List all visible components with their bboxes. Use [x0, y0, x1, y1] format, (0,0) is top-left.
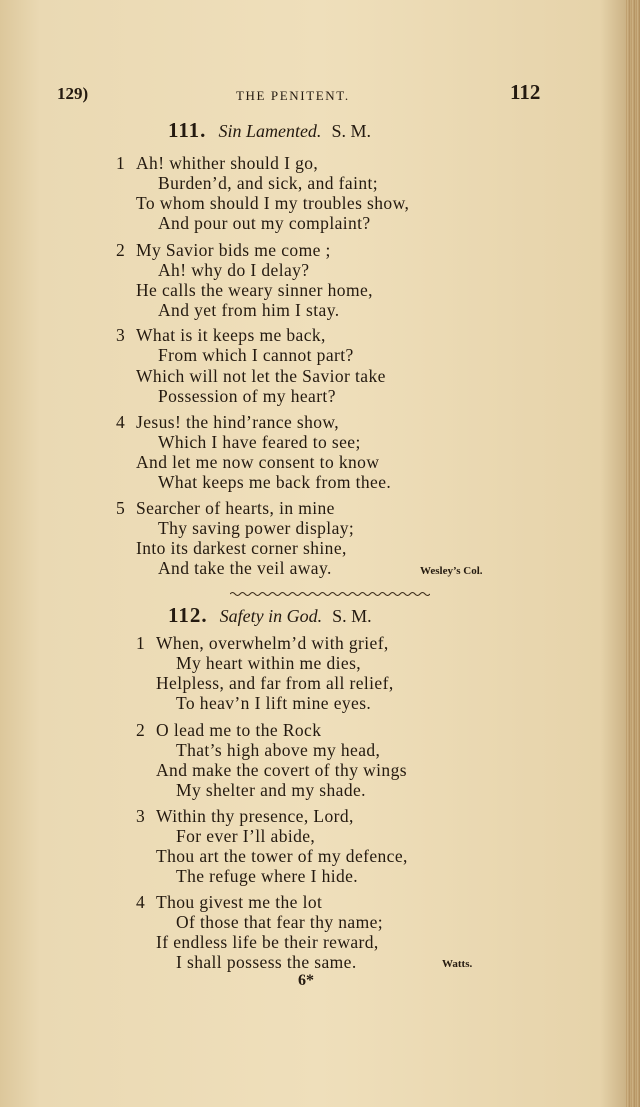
- hymn-attribution: Watts.: [442, 958, 473, 970]
- verse-line: And make the covert of thy wings: [156, 760, 407, 780]
- verse-line: Burden’d, and sick, and faint;: [158, 173, 379, 193]
- verse-line: For ever I’ll abide,: [176, 826, 316, 846]
- verse-line: And let me now consent to know: [136, 452, 380, 472]
- verse-number: 1: [136, 633, 145, 653]
- verse-line: And pour out my complaint?: [158, 213, 371, 233]
- verse-line: Ah! whither should I go,: [136, 153, 319, 173]
- verse-number: 2: [136, 720, 145, 740]
- verse-line: The refuge where I hide.: [176, 866, 359, 886]
- hymn-number: 111.: [168, 118, 207, 142]
- verse-line: That’s high above my head,: [176, 740, 381, 760]
- hymn-number: 112.: [168, 603, 208, 627]
- section-divider: [230, 591, 430, 597]
- hymn-name: Safety in God.: [219, 606, 323, 626]
- hymn-meter: S. M.: [331, 121, 371, 141]
- verse-line: My shelter and my shade.: [176, 780, 366, 800]
- verse-line: From which I cannot part?: [158, 345, 354, 365]
- signature-mark: 6*: [298, 972, 314, 989]
- verse-number: 5: [116, 498, 125, 518]
- verse-line: O lead me to the Rock: [156, 720, 322, 740]
- page-edge: [626, 0, 640, 1107]
- verse-line: Of those that fear thy name;: [176, 912, 384, 932]
- verse-number: 4: [116, 412, 125, 432]
- previous-page-ref: 129): [57, 84, 89, 103]
- verse-line: Thou art the tower of my defence,: [156, 846, 408, 866]
- verse-line: My Savior bids me come ;: [136, 240, 331, 260]
- verse-line: Jesus! the hind’rance show,: [136, 412, 340, 432]
- hymn-name: Sin Lamented.: [218, 121, 322, 141]
- verse-line: What is it keeps me back,: [136, 325, 326, 345]
- verse-number: 2: [116, 240, 125, 260]
- hymn-attribution: Wesley’s Col.: [420, 565, 483, 577]
- verse-line: Which will not let the Savior take: [136, 366, 386, 386]
- hymn-111-title: [168, 118, 371, 143]
- running-title: THE PENITENT.: [236, 88, 350, 103]
- hymn-meter: S. M.: [332, 606, 372, 626]
- verse-line: If endless life be their reward,: [156, 932, 379, 952]
- verse-line: When, overwhelm’d with grief,: [156, 633, 389, 653]
- verse-line: Thou givest me the lot: [156, 892, 323, 912]
- verse-line: Within thy presence, Lord,: [156, 806, 354, 826]
- verse-line: My heart within me dies,: [176, 653, 362, 673]
- verse-line: Into its darkest corner shine,: [136, 538, 347, 558]
- verse-line: To heav’n I lift mine eyes.: [176, 693, 372, 713]
- verse-number: 1: [116, 153, 125, 173]
- verse-number: 3: [136, 806, 145, 826]
- verse-number: 4: [136, 892, 145, 912]
- verse-line: To whom should I my troubles show,: [136, 193, 410, 213]
- page-number: 112: [510, 80, 541, 104]
- hymn-112-title: [168, 603, 372, 628]
- verse-number: 3: [116, 325, 125, 345]
- verse-line: What keeps me back from thee.: [158, 472, 392, 492]
- verse-line: Possession of my heart?: [158, 386, 336, 406]
- verse-line: Helpless, and far from all relief,: [156, 673, 394, 693]
- verse-line: I shall possess the same.: [176, 952, 357, 972]
- verse-line: Searcher of hearts, in mine: [136, 498, 335, 518]
- verse-line: Thy saving power display;: [158, 518, 355, 538]
- verse-line: And take the veil away.: [158, 558, 332, 578]
- verse-line: And yet from him I stay.: [158, 300, 340, 320]
- verse-line: He calls the weary sinner home,: [136, 280, 373, 300]
- verse-line: Which I have feared to see;: [158, 432, 361, 452]
- verse-line: Ah! why do I delay?: [158, 260, 310, 280]
